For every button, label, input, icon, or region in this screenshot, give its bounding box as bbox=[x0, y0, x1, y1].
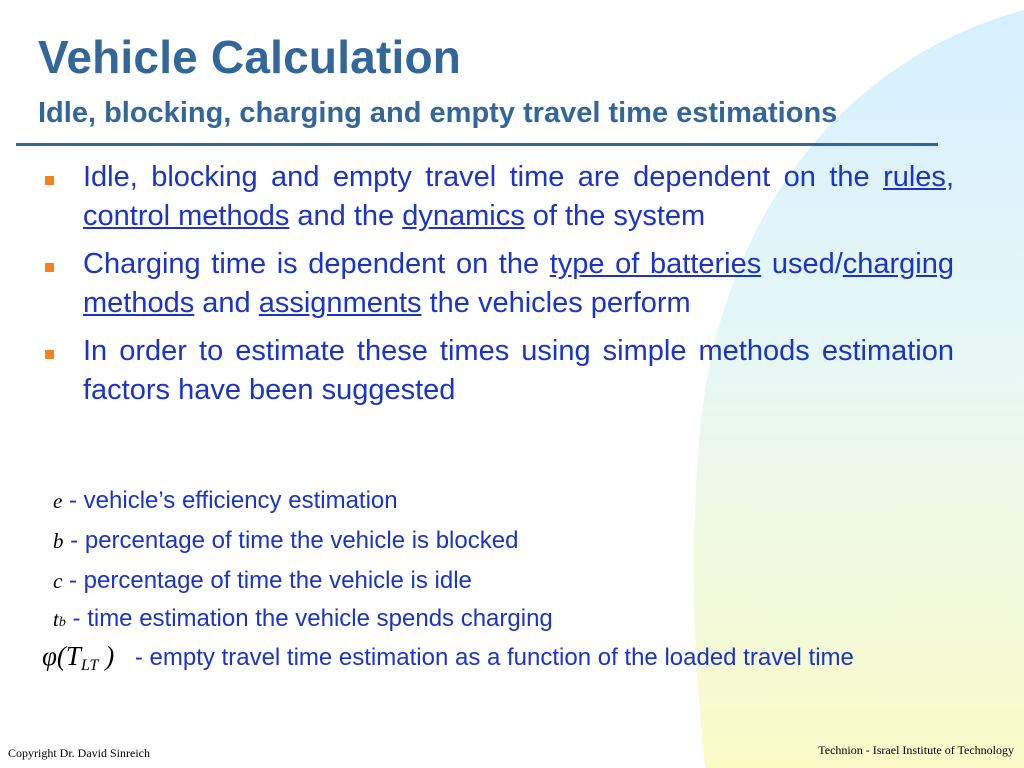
formula-close-paren: ) bbox=[98, 641, 115, 671]
underlined-term: control methods bbox=[83, 200, 290, 232]
slide-title: Vehicle Calculation bbox=[38, 31, 462, 83]
factor-symbol: φ(T bbox=[42, 641, 81, 671]
factor-dash: - bbox=[69, 487, 77, 514]
bullet-text bbox=[83, 161, 954, 232]
underlined-term: assignments bbox=[258, 287, 422, 319]
factor-e bbox=[53, 487, 398, 515]
bullet-text bbox=[83, 248, 954, 319]
factor-description: time estimation the vehicle spends charging bbox=[87, 605, 553, 632]
factor-description: empty travel time estimation as a function of the loaded travel time bbox=[149, 644, 854, 671]
factor-c bbox=[53, 567, 472, 595]
slide-subtitle: Idle, blocking, charging and empty travel time estimations bbox=[38, 97, 838, 129]
factor-b bbox=[53, 527, 518, 555]
bullet-item bbox=[40, 245, 954, 323]
factor-description: percentage of time the vehicle is blocked bbox=[84, 527, 519, 554]
bullet-item bbox=[40, 158, 954, 236]
bullet-text-segment: the vehicles perform bbox=[421, 287, 691, 319]
factor-symbol: b bbox=[53, 529, 64, 553]
factor-tb bbox=[53, 605, 553, 633]
underlined-term: charging methods bbox=[83, 248, 955, 319]
phi-formula bbox=[42, 641, 115, 674]
bullet-text bbox=[83, 335, 954, 406]
factor-dash: - bbox=[69, 567, 77, 594]
title-divider bbox=[16, 143, 938, 146]
factor-description: percentage of time the vehicle is idle bbox=[83, 567, 472, 594]
factor-description: vehicle’s efficiency estimation bbox=[83, 487, 398, 514]
factor-dash: - bbox=[70, 527, 79, 554]
bullet-text-segment: In order to estimate these times using simple methods estimation factors have been suggested bbox=[83, 335, 954, 406]
factor-dash: - bbox=[134, 644, 143, 671]
bullet-list bbox=[40, 158, 954, 419]
bullet-text-segment: and the bbox=[289, 200, 403, 232]
factor-subscript: LT bbox=[80, 657, 99, 674]
bullet-text-segment: Idle, blocking and empty travel time are dependent on the bbox=[83, 161, 884, 193]
underlined-term: type of batteries bbox=[549, 248, 762, 280]
footer-copyright: Copyright Dr. David Sinreich bbox=[8, 746, 150, 760]
bullet-text-segment: Charging time is dependent on the bbox=[83, 248, 550, 280]
footer-institution: Technion - Israel Institute of Technology bbox=[818, 743, 1014, 757]
bullet-text-segment: used/ bbox=[761, 248, 843, 280]
bullet-text-segment: of the system bbox=[524, 200, 706, 232]
factor-symbol: c bbox=[53, 569, 63, 593]
square-bullet-icon bbox=[45, 263, 54, 272]
factor-dash: - bbox=[72, 605, 81, 632]
bullet-item bbox=[40, 332, 954, 410]
bullet-text-segment: and bbox=[194, 287, 259, 319]
underlined-term: rules bbox=[883, 161, 946, 193]
square-bullet-icon bbox=[45, 176, 54, 185]
factor-subscript: b bbox=[58, 615, 66, 630]
bullet-text-segment: , bbox=[945, 161, 954, 193]
factor-symbol: e bbox=[53, 489, 63, 513]
factor-phi bbox=[42, 641, 854, 675]
factor-symbol: t bbox=[53, 607, 59, 631]
square-bullet-icon bbox=[45, 350, 54, 359]
underlined-term: dynamics bbox=[402, 200, 525, 232]
